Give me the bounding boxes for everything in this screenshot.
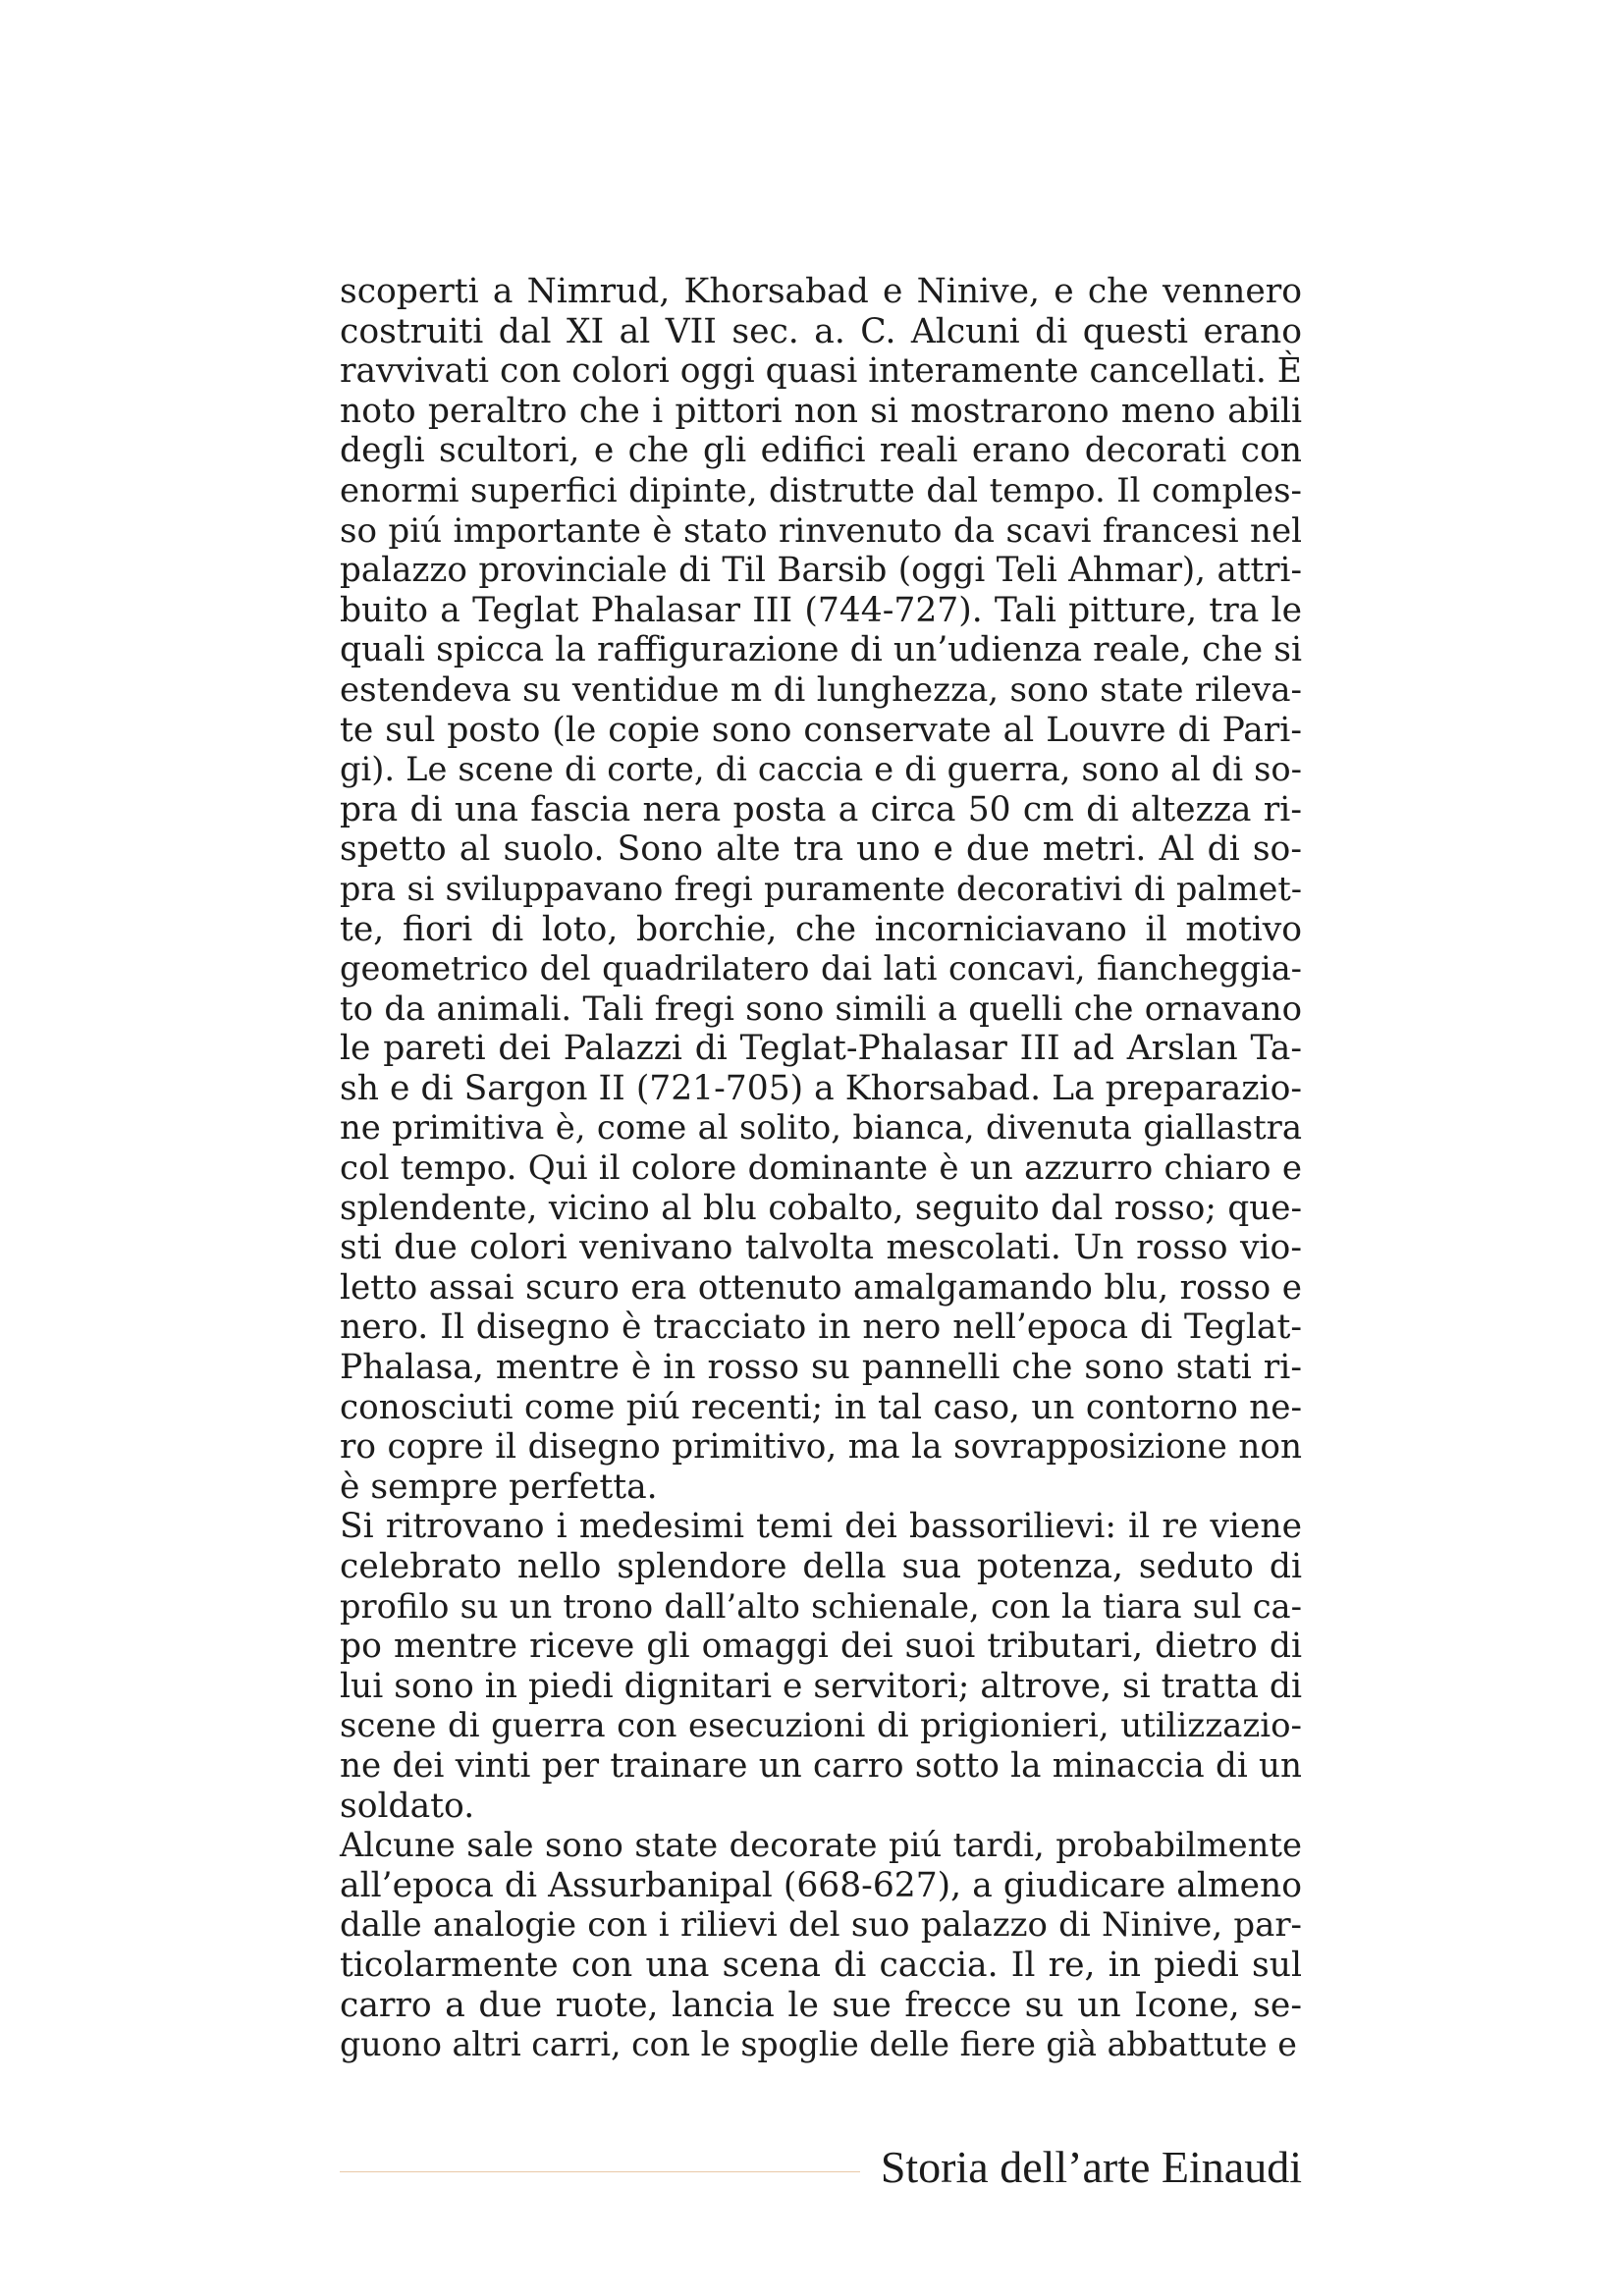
text-line: conosciuti come piú recenti; in tal caso, un contorno ne-: [340, 1387, 1302, 1427]
text-line: splendente, vicino al blu cobalto, seguito dal rosso; que-: [340, 1188, 1302, 1228]
text-line: sti due colori venivano talvolta mescolati. Un rosso vio-: [340, 1228, 1302, 1268]
text-line: Phalasa, mentre è in rosso su pannelli che sono stati ri-: [340, 1348, 1302, 1388]
text-line: carro a due ruote, lancia le sue frecce su un Icone, se-: [340, 1985, 1302, 2025]
text-line: ravvivati con colori oggi quasi interamente cancellati. È: [340, 351, 1302, 392]
text-line: to da animali. Tali fregi sono simili a quelli che ornavano: [340, 988, 1302, 1028]
text-line: profilo su un trono dall’alto schienale, con la tiara sul ca-: [340, 1586, 1302, 1626]
text-line: col tempo. Qui il colore dominante è un azzurro chiaro e: [340, 1148, 1302, 1189]
text-line: po mentre riceve gli omaggi dei suoi tributari, dietro di: [340, 1627, 1302, 1667]
text-line: estendeva su ventidue m di lunghezza, sono state rileva-: [340, 669, 1302, 710]
text-line: all’epoca di Assurbanipal (668-627), a giudicare almeno: [340, 1865, 1302, 1905]
text-line: ne primitiva è, come al solito, bianca, divenuta giallastra: [340, 1108, 1302, 1148]
text-line: noto peraltro che i pittori non si mostrarono meno abili: [340, 391, 1302, 431]
text-line: ne dei vinti per trainare un carro sotto la minaccia di un: [340, 1745, 1302, 1786]
footer-title: Storia dell’arte Einaudi: [880, 2142, 1302, 2192]
text-line: scene di guerra con esecuzioni di prigionieri, utilizzazio-: [340, 1706, 1302, 1746]
text-line: ticolarmente con una scena di caccia. Il re, in piedi sul: [340, 1945, 1302, 1985]
text-line: lui sono in piedi dignitari e servitori; altrove, si tratta di: [340, 1666, 1302, 1706]
text-line: palazzo provinciale di Til Barsib (oggi Teli Ahmar), attri-: [340, 551, 1302, 591]
text-line: te sul posto (le copie sono conservate al Louvre di Pari-: [340, 710, 1302, 750]
text-line: Si ritrovano i medesimi temi dei bassorilievi: il re viene: [340, 1507, 1302, 1547]
text-line: celebrato nello splendore della sua potenza, seduto di: [340, 1547, 1302, 1586]
text-line: Alcune sale sono state decorate piú tardi, probabilmente: [340, 1826, 1302, 1865]
text-line: scoperti a Nimrud, Khorsabad e Ninive, e che vennero: [340, 272, 1302, 311]
text-line: quali spicca la raffigurazione di un’udienza reale, che si: [340, 630, 1302, 670]
text-line: so piú importante è stato rinvenuto da scavi francesi nel: [340, 510, 1302, 551]
text-line: le pareti dei Palazzi di Teglat-Phalasar III ad Arslan Ta-: [340, 1029, 1302, 1069]
text-line: enormi superfici dipinte, distrutte dal tempo. Il comples-: [340, 470, 1302, 509]
text-line: te, fiori di loto, borchie, che incorniciavano il motivo: [340, 909, 1302, 949]
text-line: pra si sviluppavano fregi puramente decorativi di palmet-: [340, 869, 1302, 908]
footer-rule: [340, 2171, 860, 2172]
text-line: degli scultori, e che gli edifici reali erano decorati con: [340, 431, 1302, 471]
text-line: spetto al suolo. Sono alte tra uno e due metri. Al di so-: [340, 829, 1302, 870]
text-line: buito a Teglat Phalasar III (744-727). Tali pitture, tra le: [340, 590, 1302, 630]
text-line: gi). Le scene di corte, di caccia e di guerra, sono al di so-: [340, 750, 1302, 789]
text-line: letto assai scuro era ottenuto amalgamando blu, rosso e: [340, 1267, 1302, 1308]
text-line: dalle analogie con i rilievi del suo palazzo di Ninive, par-: [340, 1905, 1302, 1945]
text-line: sh e di Sargon II (721-705) a Khorsabad. La preparazio-: [340, 1068, 1302, 1108]
body-text: [340, 272, 1302, 2065]
text-line: pra di una fascia nera posta a circa 50 cm di altezza ri-: [340, 789, 1302, 829]
text-line: è sempre perfetta.: [340, 1467, 658, 1507]
text-line: soldato.: [340, 1786, 475, 1826]
text-line: geometrico del quadrilatero dai lati concavi, fiancheggia-: [340, 949, 1302, 988]
text-line: ro copre il disegno primitivo, ma la sovrapposizione non: [340, 1427, 1302, 1468]
text-line: guono altri carri, con le spoglie delle fiere già abbattute e: [340, 2025, 1297, 2064]
text-line: costruiti dal XI al VII sec. a. C. Alcuni di questi erano: [340, 311, 1302, 351]
text-line: nero. Il disegno è tracciato in nero nell’epoca di Teglat-: [340, 1308, 1302, 1348]
